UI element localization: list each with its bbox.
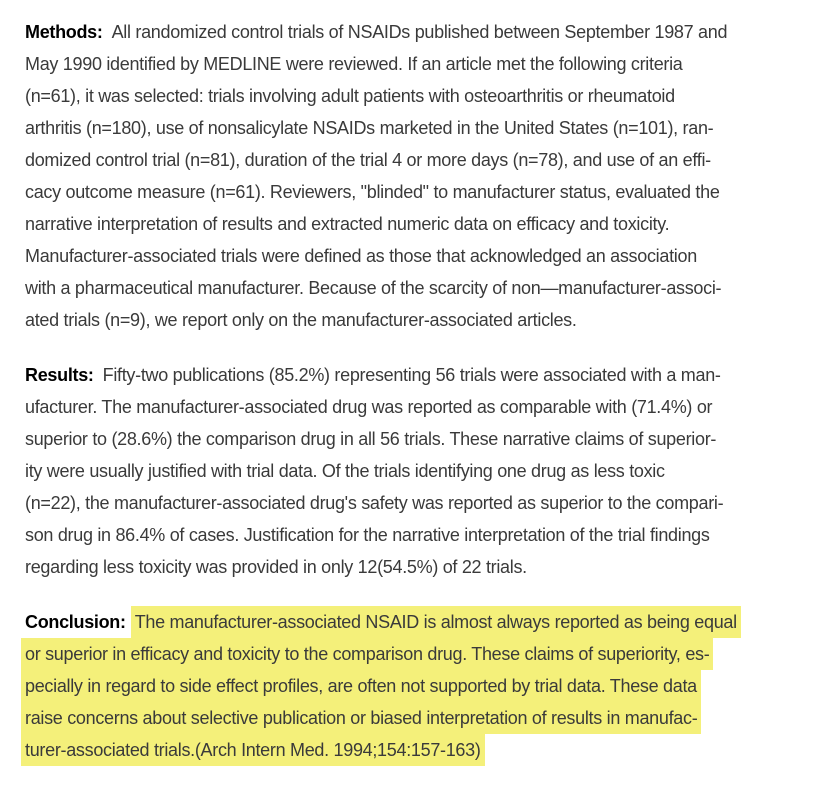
text-line xyxy=(25,734,833,766)
highlighted-text: raise concerns about selective publication or biased interpretation of results in manufac- xyxy=(21,702,701,734)
text-line xyxy=(25,240,833,272)
text-line xyxy=(25,112,833,144)
text-line xyxy=(25,208,833,240)
text-line xyxy=(25,670,833,702)
text-line-content: narrative interpretation of results and extracted numeric data on efficacy and toxicity. xyxy=(25,214,670,234)
text-line-content: son drug in 86.4% of cases. Justification for the narrative interpretation of the trial findings xyxy=(25,525,710,545)
text-line xyxy=(25,606,833,638)
text-line-content: arthritis (n=180), use of nonsalicylate NSAIDs marketed in the United States (n=101), ran- xyxy=(25,118,714,138)
text-line xyxy=(25,80,833,112)
text-line-content: Fifty-two publications (85.2%) representing 56 trials were associated with a man- xyxy=(102,365,721,385)
highlighted-text: pecially in regard to side effect profiles, are often not supported by trial data. These data xyxy=(21,670,701,702)
text-line-content: with a pharmaceutical manufacturer. Because of the scarcity of non—manufacturer-associ- xyxy=(25,278,722,298)
text-line-content: Manufacturer-associated trials were defined as those that acknowledged an association xyxy=(25,246,697,266)
highlighted-text: or superior in efficacy and toxicity to the comparison drug. These claims of superiority, es- xyxy=(21,638,713,670)
text-line xyxy=(25,391,833,423)
text-line-content: ity were usually justified with trial data. Of the trials identifying one drug as less toxic xyxy=(25,461,665,481)
text-line xyxy=(25,455,833,487)
text-line-content: May 1990 identified by MEDLINE were reviewed. If an article met the following criteria xyxy=(25,54,683,74)
text-line-content: ufacturer. The manufacturer-associated drug was reported as comparable with (71.4%) or xyxy=(25,397,713,417)
text-line-content: regarding less toxicity was provided in only 12(54.5%) of 22 trials. xyxy=(25,557,527,577)
highlighted-text: The manufacturer-associated NSAID is almost always reported as being equal xyxy=(131,606,741,638)
text-line xyxy=(25,16,833,48)
text-line xyxy=(25,48,833,80)
methods-paragraph xyxy=(25,16,833,336)
text-line xyxy=(25,551,833,583)
text-line xyxy=(25,519,833,551)
text-line xyxy=(25,304,833,336)
text-line-content: All randomized control trials of NSAIDs published between September 1987 and xyxy=(111,22,728,42)
text-line xyxy=(25,144,833,176)
text-line xyxy=(25,638,833,670)
text-line-content: (n=61), it was selected: trials involving adult patients with osteoarthritis or rheumatoid xyxy=(25,86,675,106)
conclusion-paragraph xyxy=(25,606,833,766)
text-line-content: cacy outcome measure (n=61). Reviewers, "blinded" to manufacturer status, evaluated the xyxy=(25,182,720,202)
text-line xyxy=(25,702,833,734)
text-line xyxy=(25,487,833,519)
text-line-content: superior to (28.6%) the comparison drug in all 56 trials. These narrative claims of superior- xyxy=(25,429,717,449)
text-line-content: (n=22), the manufacturer-associated drug's safety was reported as superior to the compari- xyxy=(25,493,724,513)
highlighted-text citation: turer-associated trials.(Arch Intern Med. 1994;154:157-163) xyxy=(21,734,485,766)
text-line xyxy=(25,359,833,391)
text-line-content: ated trials (n=9), we report only on the manufacturer-associated articles. xyxy=(25,310,577,330)
results-paragraph xyxy=(25,359,833,583)
text-line xyxy=(25,176,833,208)
results-label: Results: xyxy=(25,365,94,385)
conclusion-label: Conclusion: xyxy=(25,612,126,632)
text-line-content: domized control trial (n=81), duration of the trial 4 or more days (n=78), and use of an effi- xyxy=(25,150,711,170)
text-line xyxy=(25,272,833,304)
text-line xyxy=(25,423,833,455)
methods-label: Methods: xyxy=(25,22,103,42)
